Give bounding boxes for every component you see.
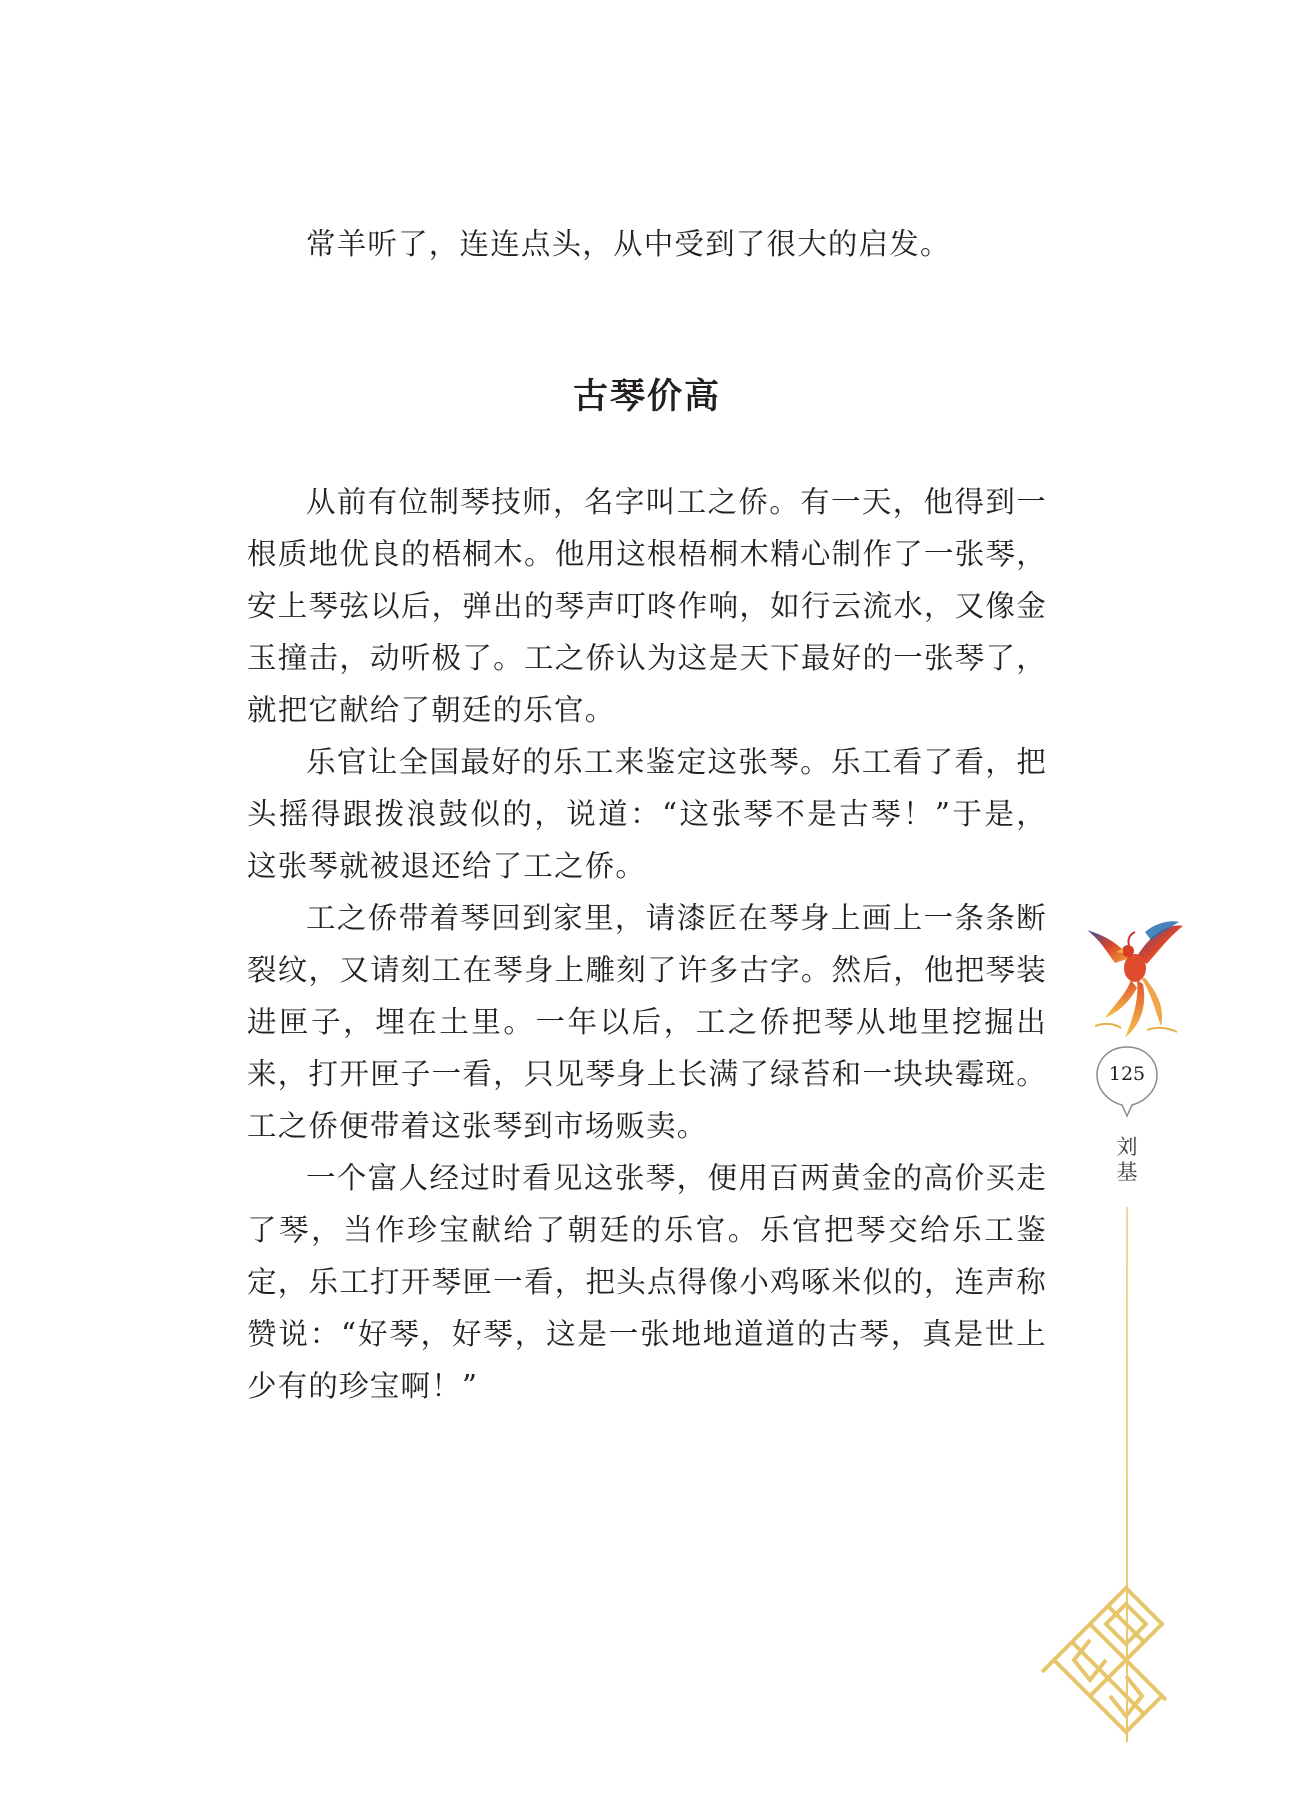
paragraph: 工之侨带着琴回到家里，请漆匠在琴身上画上一条条断裂纹，又请刻工在琴身上雕刻了许多古字。然后，他把琴装进匣子，埋在土里。一年以后，工之侨把琴从地里挖掘出来，打开匣子一看，只见琴身上长满了绿苔和一块块霉斑。工之侨便带着这张琴到市场贩卖。 xyxy=(247,901,1047,1143)
phoenix-icon xyxy=(1085,918,1185,1043)
paragraph: 乐官让全国最好的乐工来鉴定这张琴。乐工看了看，把头摇得跟拨浪鼓似的，说道：“这张琴不是古琴！”于是，这张琴就被退还给了工之侨。 xyxy=(247,745,1047,883)
paragraph: 常羊听了，连连点头，从中受到了很大的启发。 xyxy=(306,227,951,261)
previous-story-ending xyxy=(247,218,1047,270)
endless-knot-icon xyxy=(1038,1582,1168,1752)
paragraph: 从前有位制琴技师，名字叫工之侨。有一天，他得到一根质地优良的梧桐木。他用这根梧桐木精心制作了一张琴，安上琴弦以后，弹出的琴声叮咚作响，如行云流水，又像金玉撞击，动听极了。工之侨认为这是天下最好的一张琴了，就把它献给了朝廷的乐官。 xyxy=(247,485,1047,727)
story-body xyxy=(247,476,1047,1412)
story-title: 古琴价高 xyxy=(572,377,721,417)
page-number: 125 xyxy=(1108,1063,1146,1085)
author-name: 刘基 xyxy=(1116,1135,1138,1184)
paragraph: 一个富人经过时看见这张琴，便用百两黄金的高价买走了琴，当作珍宝献给了朝廷的乐官。乐官把琴交给乐工鉴定，乐工打开琴匣一看，把头点得像小鸡啄米似的，连声称赞说：“好琴，好琴，这是一张地地道道的古琴，真是世上少有的珍宝啊！” xyxy=(247,1161,1047,1403)
